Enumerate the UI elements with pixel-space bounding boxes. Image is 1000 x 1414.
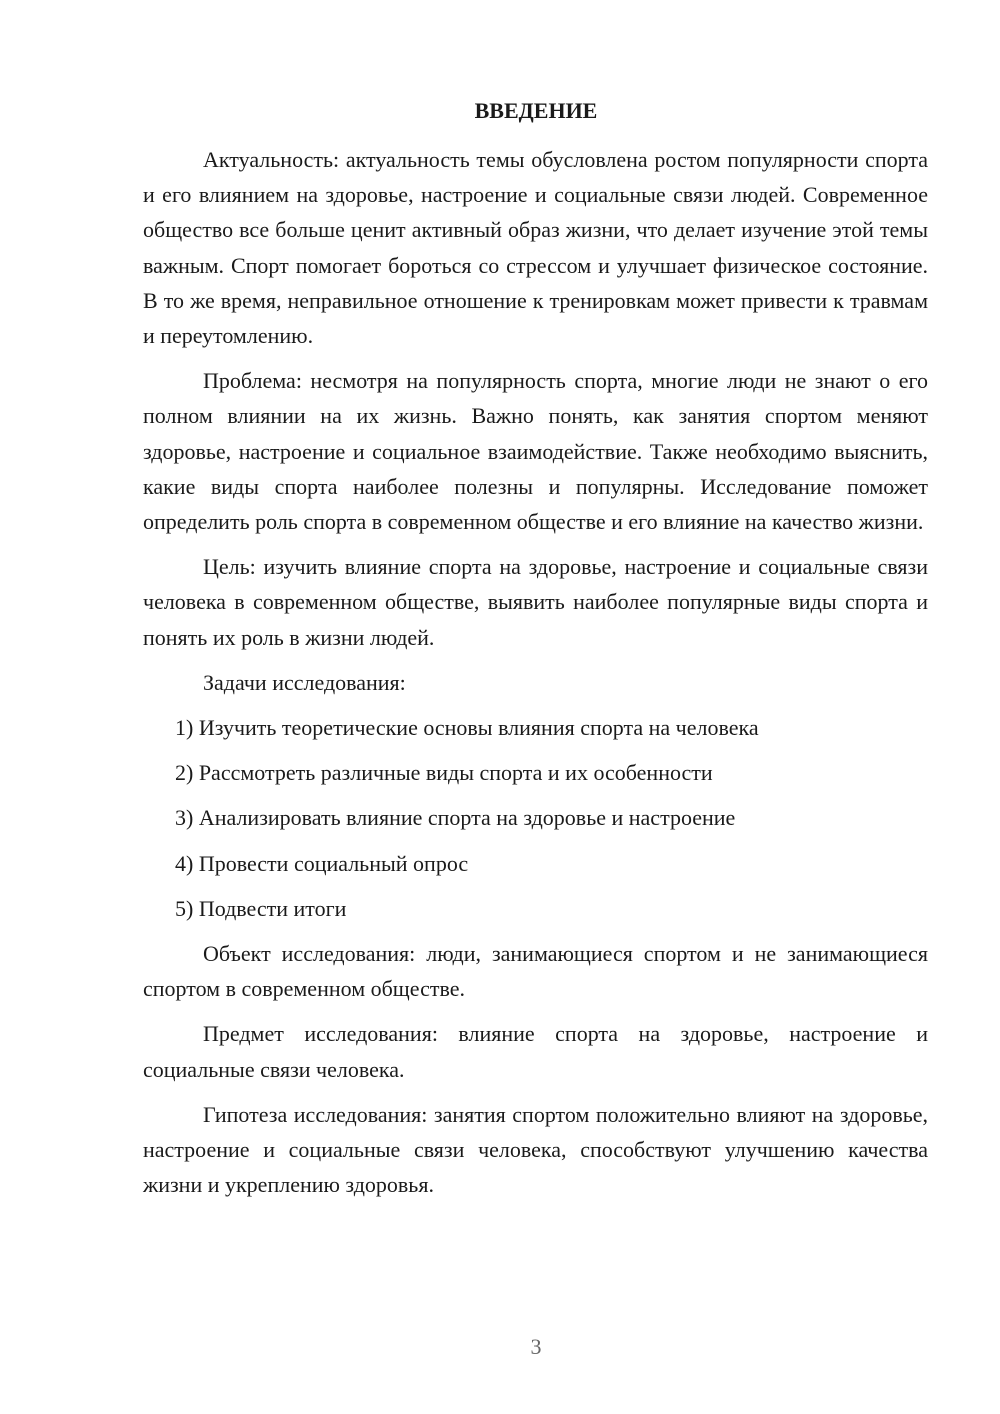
paragraph-object: Объект исследования: люди, занимающиеся спортом и не занимающиеся спортом в современном обществе. xyxy=(143,941,928,1002)
task-item-4: 4) Провести социальный опрос xyxy=(175,850,469,876)
task-item-2: 2) Рассмотреть различные виды спорта и их особенности xyxy=(175,760,713,786)
paragraph-subject: Предмет исследования: влияние спорта на здоровье, настроение и социальные связи человека. xyxy=(143,1021,928,1082)
page-number: 3 xyxy=(530,1334,542,1359)
paragraph-problem: Проблема: несмотря на популярность спорта, многие люди не знают о его полном влиянии на их жизнь. Важно понять, как занятия спортом меняют здоровье, настроение и социальное взаимодействие. Также необходимо выяснить, какие виды спорта наиболее полезны и популярны. Исследование поможет определить роль спорта в современном обществе и его влияние на качество жизни. xyxy=(143,368,928,535)
task-item-5: 5) Подвести итоги xyxy=(175,895,347,921)
task-item-3: 3) Анализировать влияние спорта на здоровье и настроение xyxy=(175,805,736,831)
paragraph-goal: Цель: изучить влияние спорта на здоровье, настроение и социальные связи человека в современном обществе, выявить наиболее популярные виды спорта и понять их роль в жизни людей. xyxy=(143,554,928,650)
tasks-title: Задачи исследования: xyxy=(203,669,406,695)
paragraph-relevance: Актуальность: актуальность темы обусловлена ростом популярности спорта и его влиянием на здоровье, настроение и социальные связи людей. Современное общество все больше ценит активный образ жизни, что делает изучение этой темы важным. Спорт помогает бороться со стрессом и улучшает физическое состояние. В то же время, неправильное отношение к тренировкам может привести к травмам и переутомлению. xyxy=(143,147,928,349)
page-title: ВВЕДЕНИЕ xyxy=(474,98,598,123)
document-body xyxy=(143,142,928,1212)
tasks-list xyxy=(143,710,928,926)
paragraph-hypothesis: Гипотеза исследования: занятия спортом положительно влияют на здоровье, настроение и социальные связи человека, способствуют улучшению качества жизни и укреплению здоровья. xyxy=(143,1101,928,1198)
task-item-1: 1) Изучить теоретические основы влияния спорта на человека xyxy=(175,715,759,741)
